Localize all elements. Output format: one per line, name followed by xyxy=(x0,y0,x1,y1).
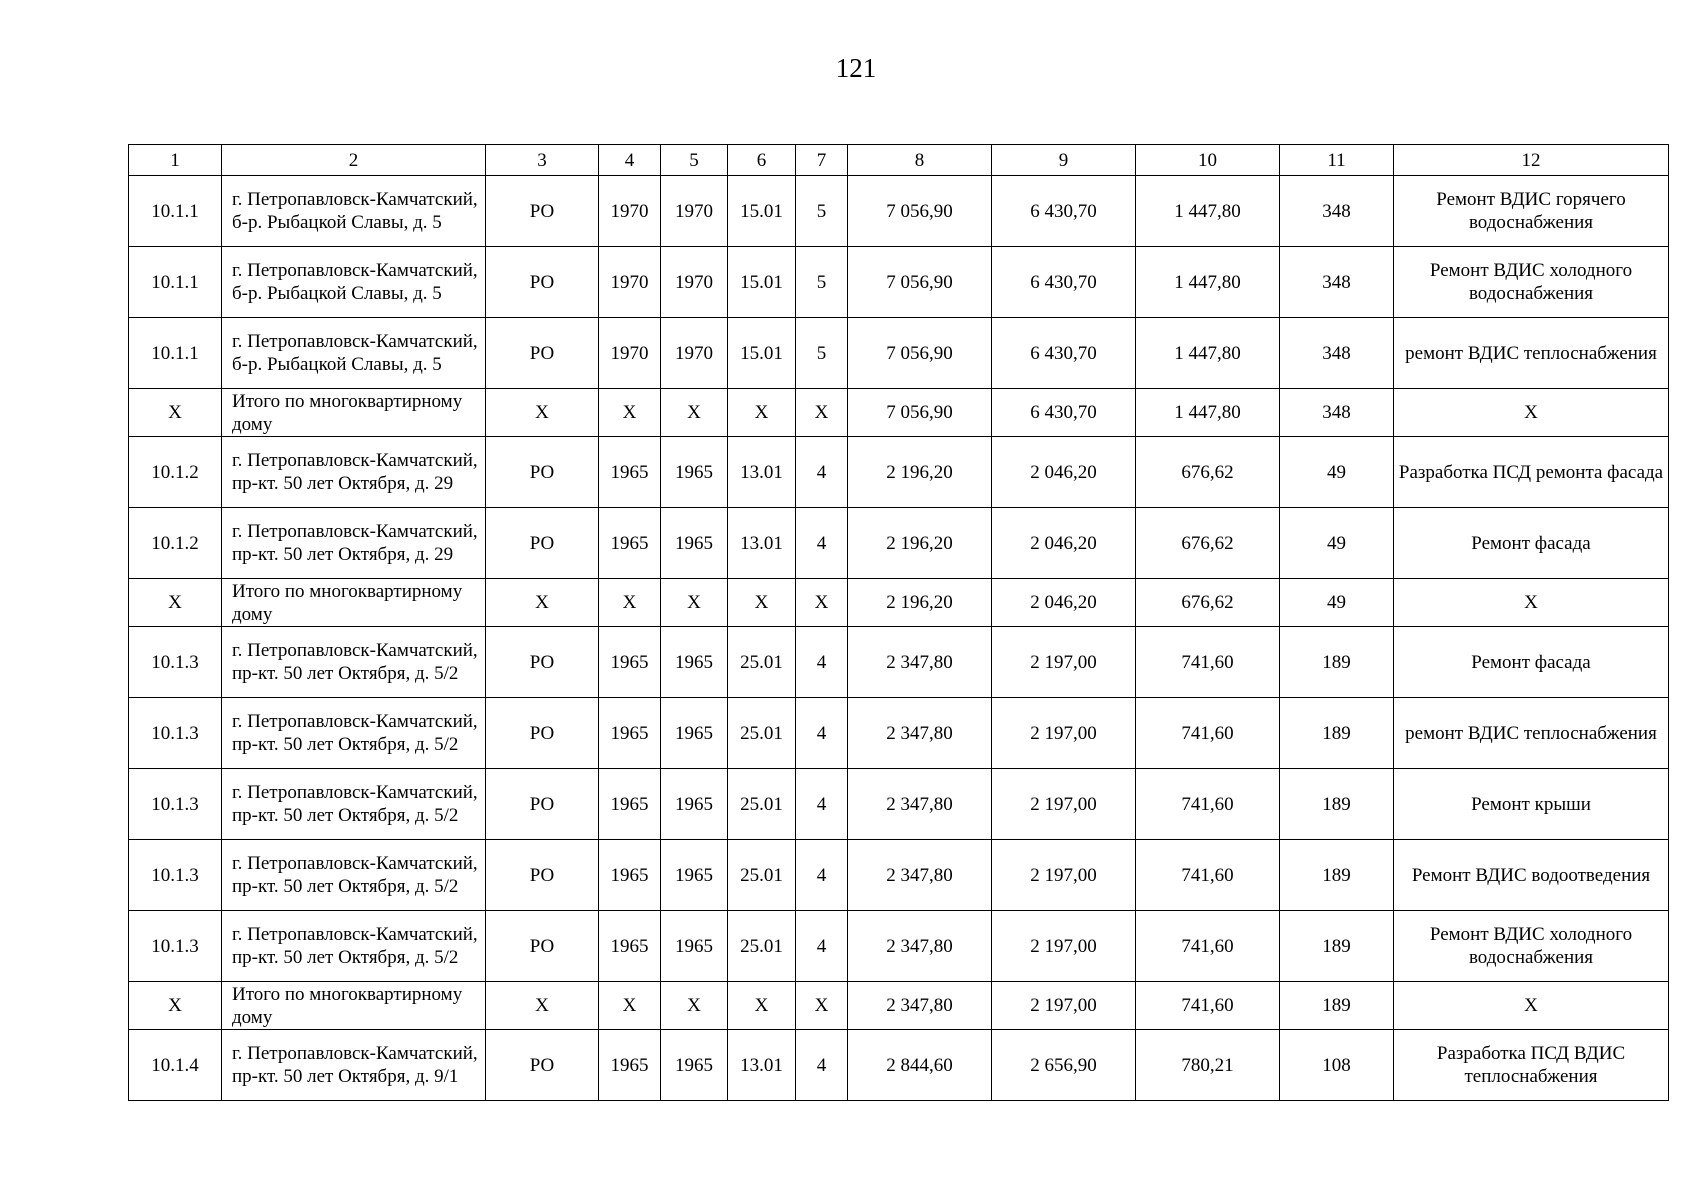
table-cell: 4 xyxy=(796,1030,848,1101)
table-row xyxy=(129,769,1669,840)
table-cell: 1965 xyxy=(661,840,728,911)
table-cell: X xyxy=(599,982,661,1030)
table-cell: 189 xyxy=(1280,911,1394,982)
table-cell: 1965 xyxy=(599,911,661,982)
table-cell: 5 xyxy=(796,318,848,389)
header-cell: 1 xyxy=(129,145,222,176)
table-cell: Разработка ПСД ремонта фасада xyxy=(1394,437,1669,508)
table-cell: 108 xyxy=(1280,1030,1394,1101)
table-cell: X xyxy=(728,982,796,1030)
table-cell: 348 xyxy=(1280,176,1394,247)
table-cell: 2 347,80 xyxy=(848,698,992,769)
table-cell: 10.1.2 xyxy=(129,437,222,508)
table-cell: 2 196,20 xyxy=(848,579,992,627)
table-cell: 2 656,90 xyxy=(992,1030,1136,1101)
header-cell: 12 xyxy=(1394,145,1669,176)
table-cell: РО xyxy=(486,627,599,698)
table-cell: X xyxy=(129,389,222,437)
table-cell: 15.01 xyxy=(728,247,796,318)
table-cell: 10.1.1 xyxy=(129,176,222,247)
table-cell: 4 xyxy=(796,508,848,579)
header-cell: 6 xyxy=(728,145,796,176)
table-cell: 5 xyxy=(796,247,848,318)
address-cell: г. Петропавловск-Камчатский, пр-кт. 50 лет Октября, д. 5/2 xyxy=(222,769,486,840)
address-cell: г. Петропавловск-Камчатский, б-р. Рыбацкой Славы, д. 5 xyxy=(222,176,486,247)
address-cell: г. Петропавловск-Камчатский, б-р. Рыбацкой Славы, д. 5 xyxy=(222,318,486,389)
table-cell: X xyxy=(661,982,728,1030)
table-cell: 6 430,70 xyxy=(992,247,1136,318)
table-cell: 676,62 xyxy=(1136,437,1280,508)
table-cell: 10.1.1 xyxy=(129,318,222,389)
table-cell: 1970 xyxy=(661,318,728,389)
table-cell: X xyxy=(486,389,599,437)
table-cell: 10.1.3 xyxy=(129,911,222,982)
table-cell: 2 197,00 xyxy=(992,627,1136,698)
table-cell: 2 197,00 xyxy=(992,982,1136,1030)
table-cell: Ремонт ВДИС холодного водоснабжения xyxy=(1394,911,1669,982)
header-cell: 9 xyxy=(992,145,1136,176)
table-cell: 2 046,20 xyxy=(992,508,1136,579)
table-cell: ремонт ВДИС теплоснабжения xyxy=(1394,698,1669,769)
table-cell: 2 046,20 xyxy=(992,437,1136,508)
table-cell: РО xyxy=(486,698,599,769)
table-cell: 741,60 xyxy=(1136,982,1280,1030)
header-cell: 5 xyxy=(661,145,728,176)
header-cell: 10 xyxy=(1136,145,1280,176)
table-cell: 1970 xyxy=(661,176,728,247)
table-cell: 2 197,00 xyxy=(992,698,1136,769)
table-cell: 7 056,90 xyxy=(848,247,992,318)
table-cell: Ремонт фасада xyxy=(1394,627,1669,698)
table-cell: 1970 xyxy=(599,318,661,389)
table-cell: 10.1.3 xyxy=(129,769,222,840)
table-cell: 4 xyxy=(796,627,848,698)
table-cell: 10.1.3 xyxy=(129,698,222,769)
table-cell: 10.1.4 xyxy=(129,1030,222,1101)
table-cell: 4 xyxy=(796,840,848,911)
table-cell: 1965 xyxy=(661,769,728,840)
table-cell: X xyxy=(796,982,848,1030)
table-cell: X xyxy=(796,389,848,437)
table-cell: РО xyxy=(486,318,599,389)
address-cell: Итого по многоквартирному дому xyxy=(222,389,486,437)
table-row xyxy=(129,698,1669,769)
page-number: 121 xyxy=(835,53,877,83)
table-cell: 2 347,80 xyxy=(848,911,992,982)
table-cell: 10.1.3 xyxy=(129,840,222,911)
table-cell: Ремонт ВДИС холодного водоснабжения xyxy=(1394,247,1669,318)
table-total-row xyxy=(129,389,1669,437)
table-cell: 1965 xyxy=(599,698,661,769)
table-cell: 2 196,20 xyxy=(848,508,992,579)
table-cell: 189 xyxy=(1280,769,1394,840)
table-cell: 49 xyxy=(1280,508,1394,579)
table-cell: 189 xyxy=(1280,982,1394,1030)
table-cell: Ремонт фасада xyxy=(1394,508,1669,579)
table-cell: 6 430,70 xyxy=(992,318,1136,389)
table-cell: 1965 xyxy=(661,627,728,698)
table-cell: 1965 xyxy=(661,698,728,769)
table-cell: X xyxy=(728,579,796,627)
table-row xyxy=(129,247,1669,318)
table-row xyxy=(129,911,1669,982)
table-cell: 741,60 xyxy=(1136,627,1280,698)
address-cell: г. Петропавловск-Камчатский, б-р. Рыбацкой Славы, д. 5 xyxy=(222,247,486,318)
table-cell: 741,60 xyxy=(1136,911,1280,982)
table-cell: 189 xyxy=(1280,698,1394,769)
table-cell: 2 197,00 xyxy=(992,840,1136,911)
table-cell: 5 xyxy=(796,176,848,247)
table-cell: 2 046,20 xyxy=(992,579,1136,627)
table-cell: 10.1.2 xyxy=(129,508,222,579)
address-cell: г. Петропавловск-Камчатский, пр-кт. 50 лет Октября, д. 5/2 xyxy=(222,911,486,982)
table-cell: 10.1.1 xyxy=(129,247,222,318)
table-cell: РО xyxy=(486,437,599,508)
table-cell: X xyxy=(486,579,599,627)
table-cell: 15.01 xyxy=(728,176,796,247)
address-cell: г. Петропавловск-Камчатский, пр-кт. 50 лет Октября, д. 5/2 xyxy=(222,698,486,769)
table-cell: 1 447,80 xyxy=(1136,176,1280,247)
table-cell: 1 447,80 xyxy=(1136,247,1280,318)
table-cell: 25.01 xyxy=(728,911,796,982)
table-cell: ремонт ВДИС теплоснабжения xyxy=(1394,318,1669,389)
table-cell: 2 197,00 xyxy=(992,769,1136,840)
table-cell: РО xyxy=(486,508,599,579)
header-cell: 4 xyxy=(599,145,661,176)
table-cell: 1 447,80 xyxy=(1136,389,1280,437)
table-cell: РО xyxy=(486,176,599,247)
table-cell: 49 xyxy=(1280,579,1394,627)
table-cell: 25.01 xyxy=(728,840,796,911)
table-cell: X xyxy=(129,579,222,627)
header-cell: 7 xyxy=(796,145,848,176)
table-cell: 6 430,70 xyxy=(992,389,1136,437)
address-cell: г. Петропавловск-Камчатский, пр-кт. 50 лет Октября, д. 5/2 xyxy=(222,840,486,911)
table-cell: 2 844,60 xyxy=(848,1030,992,1101)
table-cell: 348 xyxy=(1280,389,1394,437)
table-cell: РО xyxy=(486,1030,599,1101)
table-cell: 13.01 xyxy=(728,1030,796,1101)
table-cell: 1965 xyxy=(661,508,728,579)
table-cell: 189 xyxy=(1280,627,1394,698)
table-cell: 1965 xyxy=(661,437,728,508)
table-cell: 741,60 xyxy=(1136,769,1280,840)
table-row xyxy=(129,508,1669,579)
table-cell: РО xyxy=(486,769,599,840)
header-cell: 11 xyxy=(1280,145,1394,176)
table-cell: Ремонт ВДИС горячего водоснабжения xyxy=(1394,176,1669,247)
table-row xyxy=(129,437,1669,508)
table-row xyxy=(129,627,1669,698)
table-cell: РО xyxy=(486,840,599,911)
data-table xyxy=(128,144,1669,1101)
table-cell: 1965 xyxy=(599,1030,661,1101)
table-cell: 1965 xyxy=(599,508,661,579)
table-cell: 1970 xyxy=(599,247,661,318)
table-cell: 1965 xyxy=(599,840,661,911)
table-cell: 1970 xyxy=(661,247,728,318)
table-cell: 4 xyxy=(796,911,848,982)
table-cell: 1970 xyxy=(599,176,661,247)
table-cell: 2 347,80 xyxy=(848,627,992,698)
table-total-row xyxy=(129,982,1669,1030)
table-cell: X xyxy=(1394,579,1669,627)
table-cell: 4 xyxy=(796,769,848,840)
table-cell: 7 056,90 xyxy=(848,318,992,389)
table-cell: 7 056,90 xyxy=(848,389,992,437)
header-cell: 3 xyxy=(486,145,599,176)
table-cell: 49 xyxy=(1280,437,1394,508)
table-cell: X xyxy=(1394,389,1669,437)
table-cell: X xyxy=(728,389,796,437)
table-row xyxy=(129,318,1669,389)
table-cell: 25.01 xyxy=(728,698,796,769)
table-cell: 741,60 xyxy=(1136,698,1280,769)
table-cell: РО xyxy=(486,247,599,318)
header-cell: 8 xyxy=(848,145,992,176)
address-cell: г. Петропавловск-Камчатский, пр-кт. 50 лет Октября, д. 29 xyxy=(222,437,486,508)
table-cell: Разработка ПСД ВДИС теплоснабжения xyxy=(1394,1030,1669,1101)
address-cell: г. Петропавловск-Камчатский, пр-кт. 50 лет Октября, д. 29 xyxy=(222,508,486,579)
table-row xyxy=(129,840,1669,911)
address-cell: Итого по многоквартирному дому xyxy=(222,579,486,627)
table-cell: 741,60 xyxy=(1136,840,1280,911)
address-cell: г. Петропавловск-Камчатский, пр-кт. 50 лет Октября, д. 5/2 xyxy=(222,627,486,698)
table-cell: 1965 xyxy=(661,1030,728,1101)
table-cell: 4 xyxy=(796,698,848,769)
address-cell: г. Петропавловск-Камчатский, пр-кт. 50 лет Октября, д. 9/1 xyxy=(222,1030,486,1101)
table-cell: 1 447,80 xyxy=(1136,318,1280,389)
table-cell: 676,62 xyxy=(1136,508,1280,579)
table-cell: 13.01 xyxy=(728,508,796,579)
table-cell: 189 xyxy=(1280,840,1394,911)
table-cell: 25.01 xyxy=(728,627,796,698)
table-cell: 13.01 xyxy=(728,437,796,508)
table-cell: 348 xyxy=(1280,318,1394,389)
table-cell: X xyxy=(129,982,222,1030)
table-cell: 2 347,80 xyxy=(848,769,992,840)
table-cell: X xyxy=(486,982,599,1030)
table-row xyxy=(129,176,1669,247)
table-cell: 15.01 xyxy=(728,318,796,389)
table-cell: X xyxy=(796,579,848,627)
table-cell: 1965 xyxy=(661,911,728,982)
header-row xyxy=(129,145,1669,176)
table-cell: X xyxy=(599,579,661,627)
table-cell: 25.01 xyxy=(728,769,796,840)
table-body xyxy=(129,145,1669,1101)
table-cell: 1965 xyxy=(599,627,661,698)
table-cell: 2 197,00 xyxy=(992,911,1136,982)
table-cell: 676,62 xyxy=(1136,579,1280,627)
table-cell: X xyxy=(661,389,728,437)
table-cell: 2 347,80 xyxy=(848,982,992,1030)
table-total-row xyxy=(129,579,1669,627)
table-cell: РО xyxy=(486,911,599,982)
table-cell: 780,21 xyxy=(1136,1030,1280,1101)
table-cell: 2 196,20 xyxy=(848,437,992,508)
table-cell: 7 056,90 xyxy=(848,176,992,247)
address-cell: Итого по многоквартирному дому xyxy=(222,982,486,1030)
table-cell: 2 347,80 xyxy=(848,840,992,911)
table-cell: 1965 xyxy=(599,769,661,840)
table-cell: 10.1.3 xyxy=(129,627,222,698)
table-cell: X xyxy=(1394,982,1669,1030)
table-cell: X xyxy=(599,389,661,437)
table-row xyxy=(129,1030,1669,1101)
table-cell: 1965 xyxy=(599,437,661,508)
table-cell: 6 430,70 xyxy=(992,176,1136,247)
table-cell: 348 xyxy=(1280,247,1394,318)
table-cell: Ремонт крыши xyxy=(1394,769,1669,840)
table-cell: 4 xyxy=(796,437,848,508)
header-cell: 2 xyxy=(222,145,486,176)
table-cell: X xyxy=(661,579,728,627)
table-cell: Ремонт ВДИС водоотведения xyxy=(1394,840,1669,911)
